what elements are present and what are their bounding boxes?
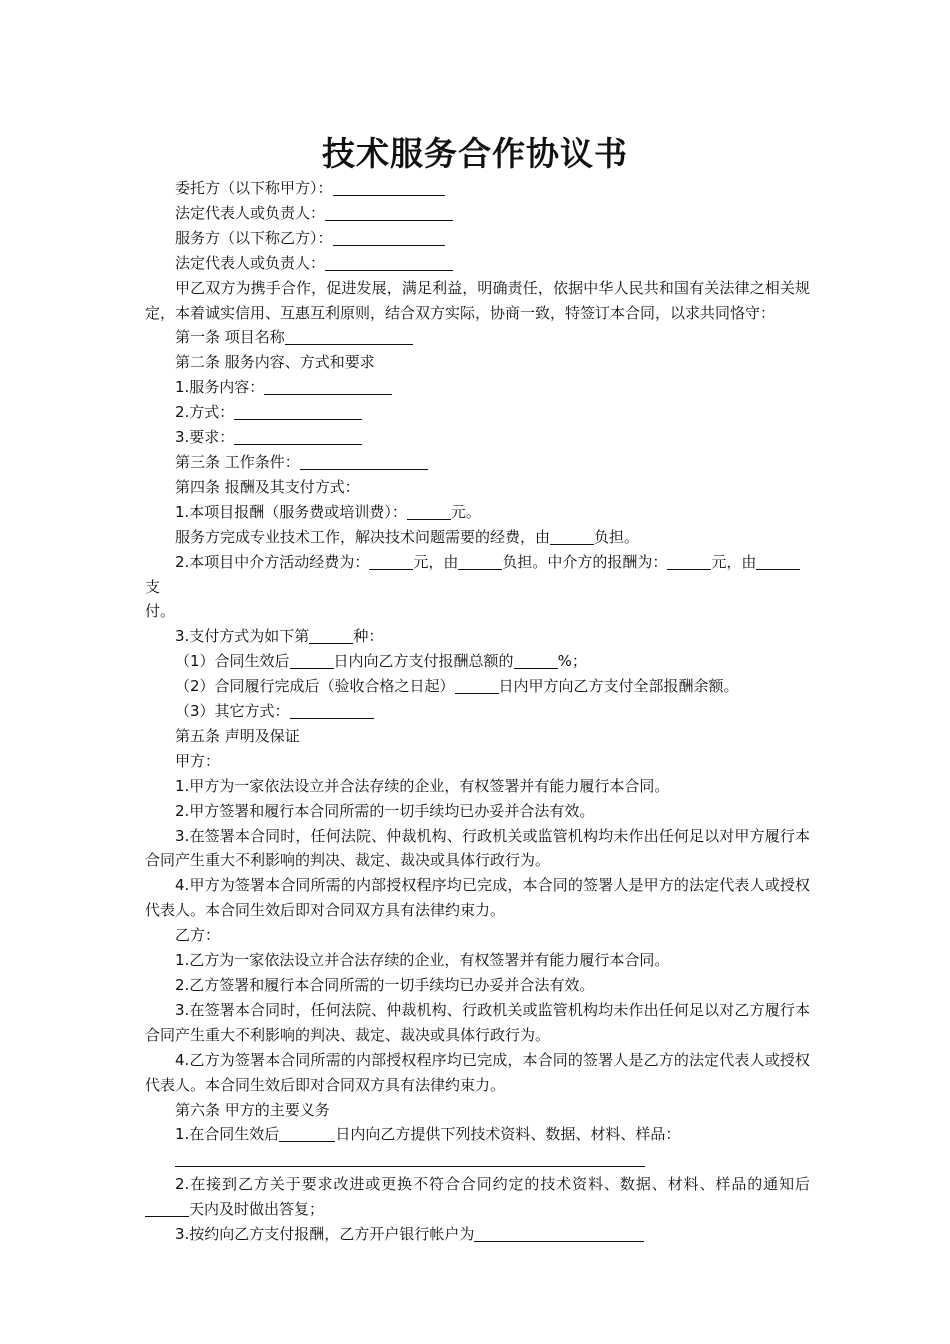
article-1-heading: 第一条 项目名称 (145, 325, 810, 350)
intermediary-line: 2.本项目中介方活动经费为： 元，由 负担。中介方的报酬为： 元，由支 (145, 550, 810, 600)
blank-field (234, 428, 362, 445)
payment-option-1: （1）合同生效后 日内向乙方支付报酬总额的 %； (175, 652, 587, 671)
blank-field (300, 453, 428, 470)
blank-field (333, 229, 445, 246)
blank-field (145, 1200, 189, 1217)
document-body (145, 176, 810, 1247)
party-a-line: 委托方（以下称甲方）： (145, 176, 810, 201)
blank-field (325, 254, 453, 271)
payment-option-2: （2）合同履行完成后（验收合格之日起） 日内甲方向乙方支付全部报酬余额。 (175, 677, 739, 696)
party-a-label: 甲方： (175, 751, 221, 770)
obligation-1-blank (145, 1147, 810, 1172)
blank-field (309, 627, 353, 644)
blank-field (175, 1150, 645, 1167)
party-a-clause-3: 3.在签署本合同时，任何法院、仲裁机构、行政机关或监管机构均未作出任何足以对甲方履行本合同产生重大不利影响的判决、裁定、裁决或具体行政行为。 (145, 826, 810, 870)
blank-field (234, 403, 362, 420)
blank-field (474, 1225, 644, 1242)
blank-field (756, 553, 800, 570)
party-b-label: 乙方： (175, 926, 221, 945)
blank-field (514, 652, 558, 669)
blank-field (290, 702, 374, 719)
payment-method-line: 3.支付方式为如下第 种： (175, 627, 384, 646)
blank-field (550, 528, 594, 545)
intermediary-line-end: 付。 (145, 602, 176, 621)
blank-field (264, 378, 392, 395)
party-a-clause-1: 1.甲方为一家依法设立并合法存续的企业，有权签署并有能力履行本合同。 (175, 776, 670, 795)
article-3-heading: 第三条 工作条件： (145, 450, 810, 475)
party-b-clause-3: 3.在签署本合同时，任何法院、仲裁机构、行政机关或监管机构均未作出任何足以对乙方履行本合同产生重大不利影响的判决、裁定、裁决或具体行政行为。 (145, 1000, 810, 1044)
blank-field (369, 553, 413, 570)
blank-field (279, 1125, 335, 1142)
party-a-rep-line: 法定代表人或负责人： (145, 201, 810, 226)
expense-line: 服务方完成专业技术工作，解决技术问题需要的经费，由 负担。 (175, 527, 640, 546)
obligation-1: 1.在合同生效后 日内向乙方提供下列技术资料、数据、材料、样品： (175, 1125, 681, 1144)
article-2-heading: 第二条 服务内容、方式和要求 (175, 353, 375, 372)
party-b-rep-line: 法定代表人或负责人： (145, 251, 810, 276)
document-title: 技术服务合作协议书 (322, 134, 628, 173)
payment-option-3: （3）其它方式： (145, 699, 810, 724)
party-a-clause-2: 2.甲方签署和履行本合同所需的一切手续均已办妥并合法有效。 (175, 801, 595, 820)
blank-field (667, 553, 711, 570)
blank-field (455, 677, 499, 694)
blank-field (325, 204, 453, 221)
blank-field (333, 179, 445, 196)
article-5-heading: 第五条 声明及保证 (175, 726, 300, 745)
obligation-3: 3.按约向乙方支付报酬，乙方开户银行帐户为 (145, 1222, 810, 1247)
service-method-line: 2.方式： (145, 400, 810, 425)
party-b-clause-1: 1.乙方为一家依法设立并合法存续的企业，有权签署并有能力履行本合同。 (175, 951, 670, 970)
article-6-heading: 第六条 甲方的主要义务 (175, 1100, 330, 1119)
party-b-clause-4: 4.乙方为签署本合同所需的内部授权程序均已完成，本合同的签署人是乙方的法定代表人或授权代表人。本合同生效后即对合同双方具有法律约束力。 (145, 1050, 810, 1094)
article-4-heading: 第四条 报酬及其支付方式： (175, 477, 360, 496)
service-requirement-line: 3.要求： (145, 425, 810, 450)
party-b-line: 服务方（以下称乙方）： (145, 226, 810, 251)
party-b-clause-2: 2.乙方签署和履行本合同所需的一切手续均已办妥并合法有效。 (175, 976, 595, 994)
service-content-line: 1.服务内容： (145, 375, 810, 400)
obligation-2: 2.在接到乙方关于要求改进或更换不符合合同约定的技术资料、数据、材料、样品的通知后天内及时做出答复； (145, 1172, 810, 1222)
remuneration-line: 1.本项目报酬（服务费或培训费）： 元。 (175, 502, 481, 521)
blank-field (458, 553, 502, 570)
blank-field (285, 328, 413, 345)
preamble-paragraph: 甲乙双方为携手合作，促进发展，满足利益，明确责任，依据中华人民共和国有关法律之相关规定，本着诚实信用、互惠互利原则，结合双方实际，协商一致，特签订本合同，以求共同恪守： (145, 278, 810, 322)
blank-field (290, 652, 334, 669)
party-a-clause-4: 4.甲方为签署本合同所需的内部授权程序均已完成，本合同的签署人是甲方的法定代表人或授权代表人。本合同生效后即对合同双方具有法律约束力。 (145, 876, 810, 920)
blank-field (407, 503, 451, 520)
